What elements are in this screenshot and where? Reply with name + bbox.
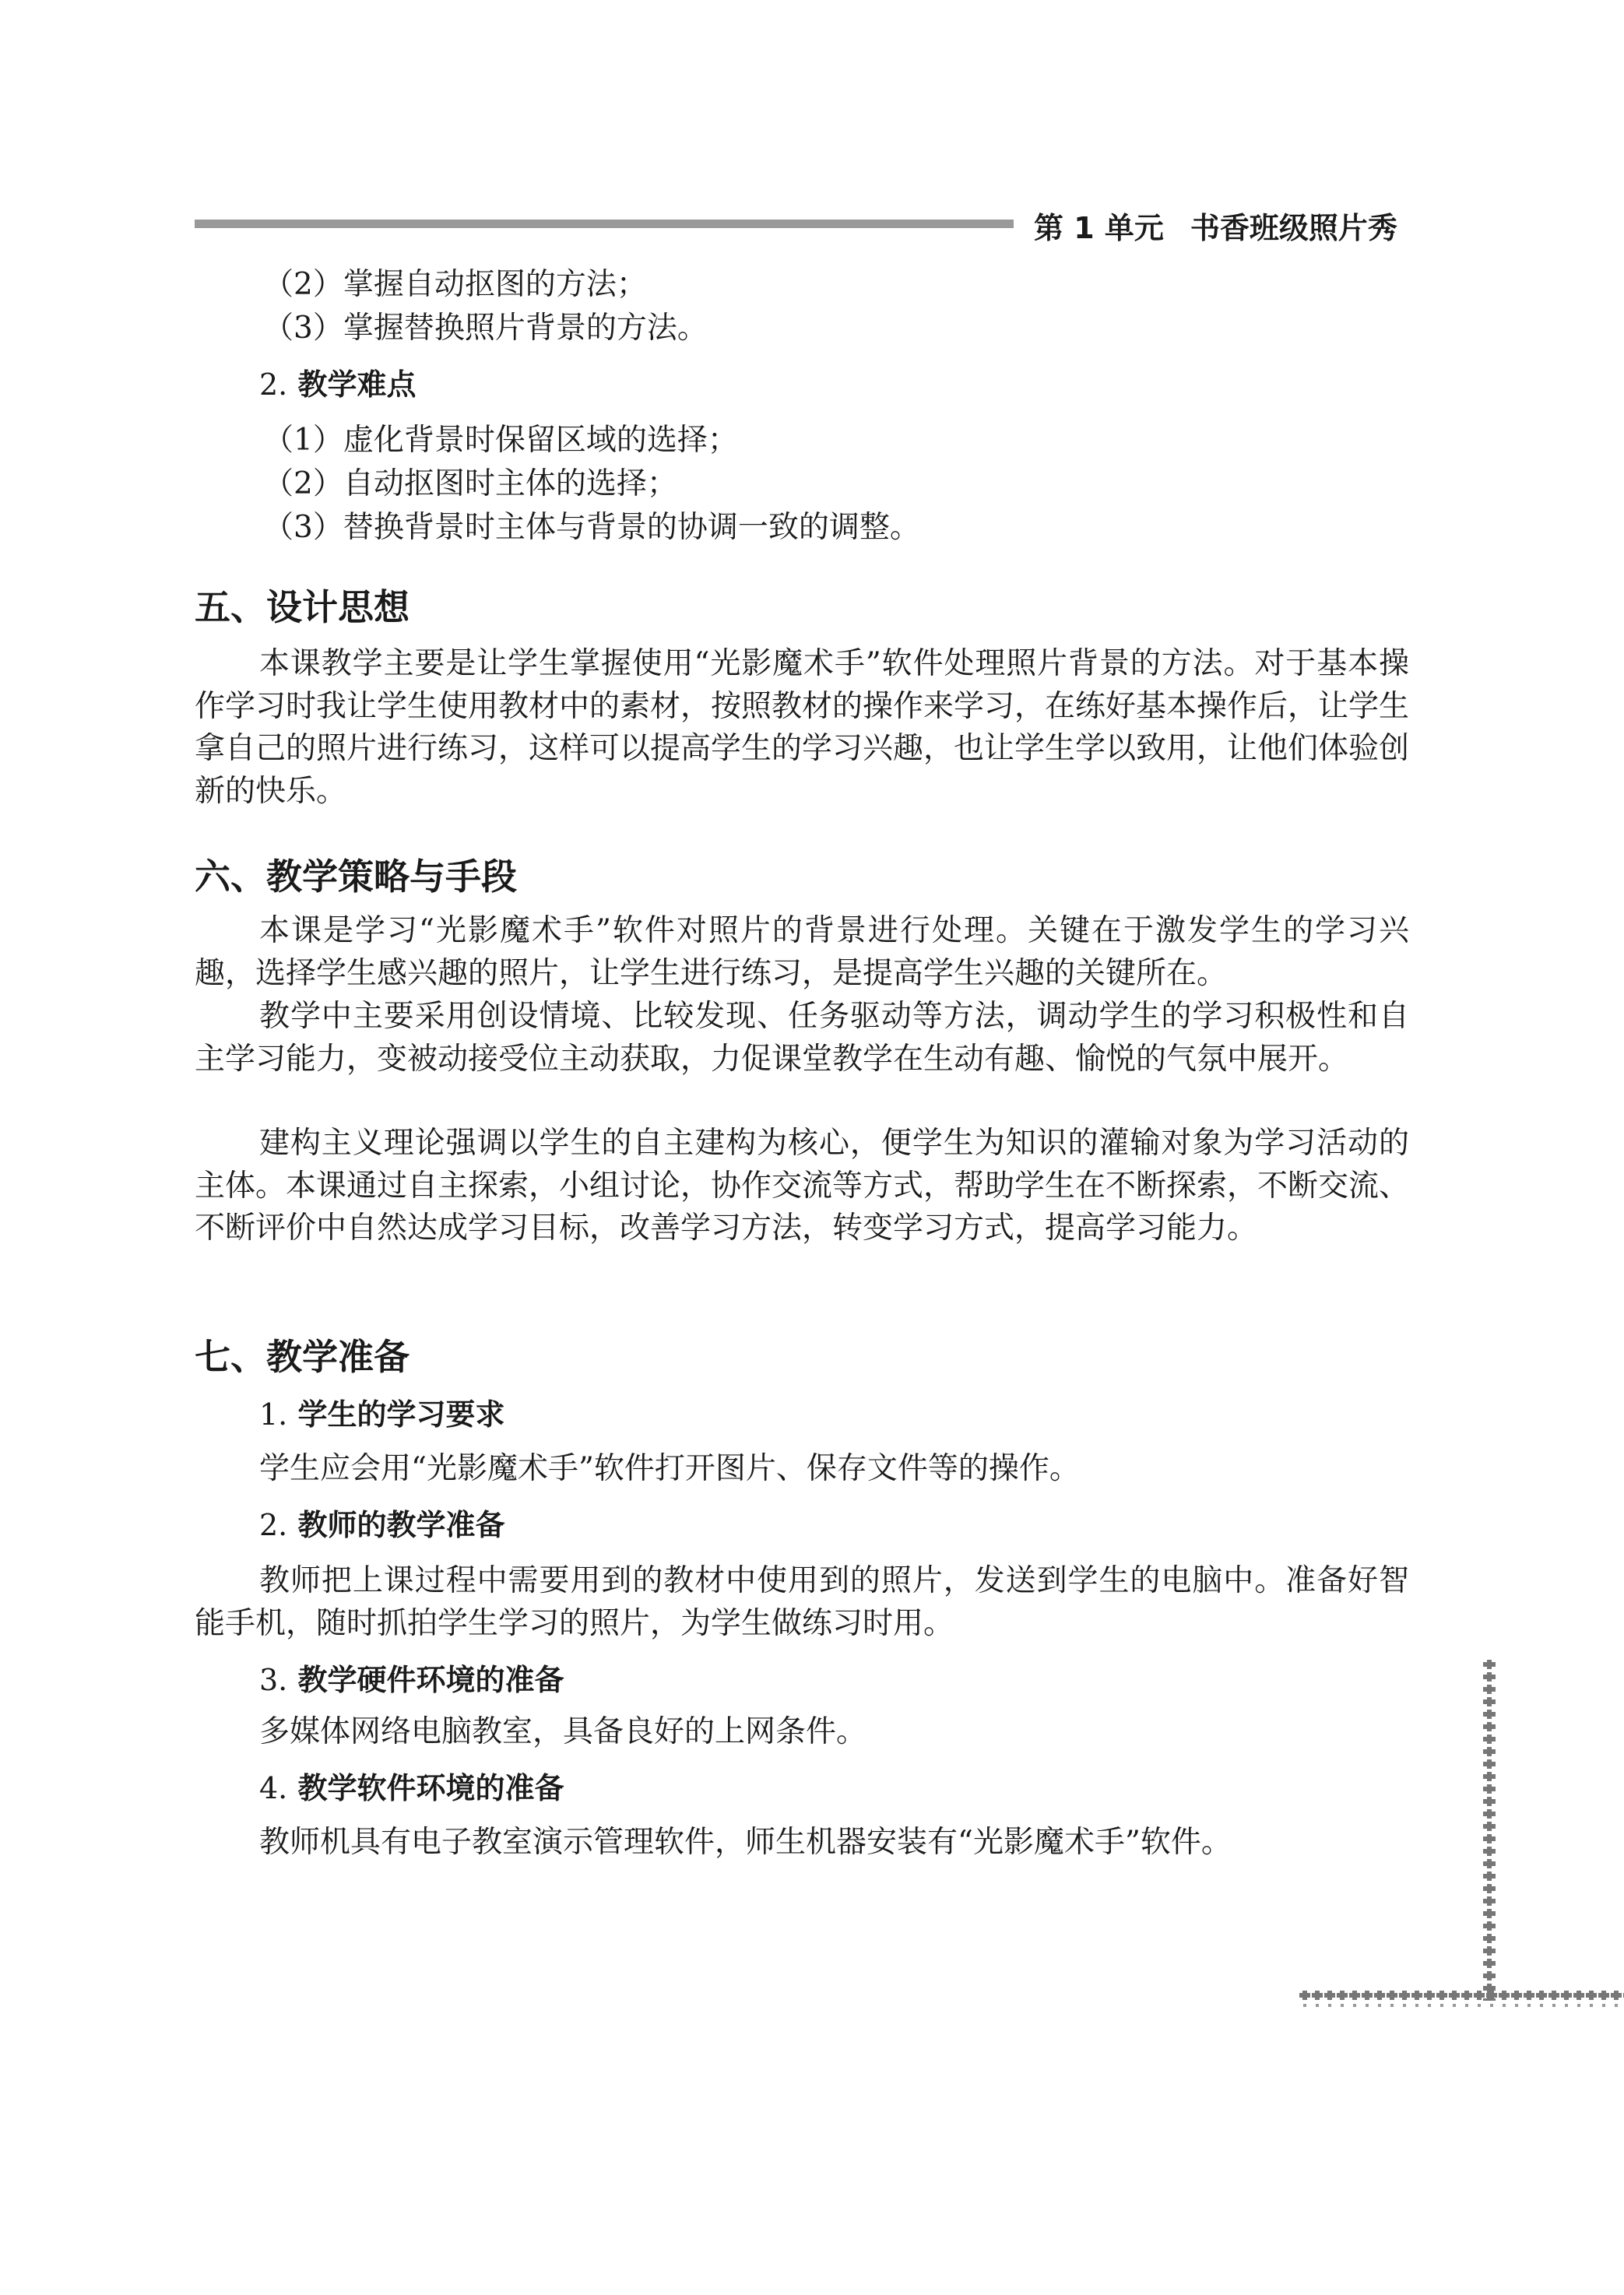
subheading-number: 4. bbox=[259, 1771, 288, 1805]
section-heading-7: 七、教学准备 bbox=[195, 1336, 410, 1378]
prep-subheading-1 bbox=[259, 1393, 1474, 1436]
running-header bbox=[1034, 204, 1397, 247]
paragraph: 多媒体网络电脑教室，具备良好的上网条件。 bbox=[259, 1714, 867, 1749]
paragraph: 本课是学习“光影魔术手”软件对照片的背景进行处理。关键在于激发学生的学习兴趣，选择学生感兴趣的照片，让学生进行练习，是提高学生兴趣的关键所在。 bbox=[195, 913, 1409, 991]
section-heading-6: 六、教学策略与手段 bbox=[195, 856, 517, 898]
paragraph: 教师机具有电子教室演示管理软件，师生机器安装有“光影魔术手”软件。 bbox=[259, 1825, 1232, 1860]
prep-subheading-3 bbox=[259, 1658, 1474, 1702]
subheading-number: 2. bbox=[259, 367, 288, 402]
paragraph: 教学中主要采用创设情境、比较发现、任务驱动等方法，调动学生的学习积极性和自主学习能力，变被动接受位主动获取，力促课堂教学在生动有趣、愉悦的气氛中展开。 bbox=[195, 999, 1409, 1077]
paragraph: 建构主义理论强调以学生的自主建构为核心，便学生为知识的灌输对象为学习活动的主体。本课通过自主探索，小组讨论，协作交流等方式，帮助学生在不断探索，不断交流、不断评价中自然达成学习目标，改善学习方法，转变学习方式，提高学习能力。 bbox=[195, 1126, 1410, 1246]
corner-ornament-horizontal bbox=[1299, 1990, 1624, 2013]
subheading-number: 2. bbox=[259, 1508, 288, 1542]
difficulties-heading bbox=[259, 363, 1474, 406]
paragraph: 学生应会用“光影魔术手”软件打开图片、保存文件等的操作。 bbox=[259, 1451, 1080, 1486]
header-rule bbox=[195, 220, 1014, 228]
unit-number: 第 1 单元 bbox=[1034, 211, 1164, 245]
subheading-number: 3. bbox=[259, 1663, 288, 1697]
prep-subheading-2 bbox=[259, 1503, 1474, 1547]
corner-ornament-vertical bbox=[1481, 1658, 1498, 2001]
unit-title: 书香班级照片秀 bbox=[1190, 211, 1397, 245]
subheading-title: 教学难点 bbox=[297, 367, 417, 402]
section-heading-5: 五、设计思想 bbox=[195, 586, 410, 628]
prep-subheading-4 bbox=[259, 1766, 1474, 1810]
subheading-title: 学生的学习要求 bbox=[297, 1397, 505, 1432]
difficulty-item: （1）虚化背景时保留区域的选择； bbox=[263, 423, 738, 458]
difficulty-item: （2）自动抠图时主体的选择； bbox=[263, 466, 677, 501]
subheading-title: 教师的教学准备 bbox=[297, 1508, 505, 1542]
subheading-number: 1. bbox=[259, 1397, 288, 1432]
subheading-title: 教学硬件环境的准备 bbox=[297, 1663, 564, 1697]
paragraph: 教师把上课过程中需要用到的教材中使用到的照片，发送到学生的电脑中。准备好智能手机，随时抓拍学生学习的照片，为学生做练习时用。 bbox=[195, 1563, 1409, 1641]
subheading-title: 教学软件环境的准备 bbox=[297, 1771, 564, 1805]
difficulty-item: （3）替换背景时主体与背景的协调一致的调整。 bbox=[263, 510, 920, 545]
key-point-item: （2）掌握自动抠图的方法； bbox=[263, 267, 647, 302]
paragraph: 本课教学主要是让学生掌握使用“光影魔术手”软件处理照片背景的方法。对于基本操作学习时我让学生使用教材中的素材，按照教材的操作来学习，在练好基本操作后，让学生拿自己的照片进行练习，这样可以提高学生的学习兴趣，也让学生学以致用，让他们体验创新的快乐。 bbox=[195, 646, 1410, 809]
key-point-item: （3）掌握替换照片背景的方法。 bbox=[263, 311, 708, 346]
